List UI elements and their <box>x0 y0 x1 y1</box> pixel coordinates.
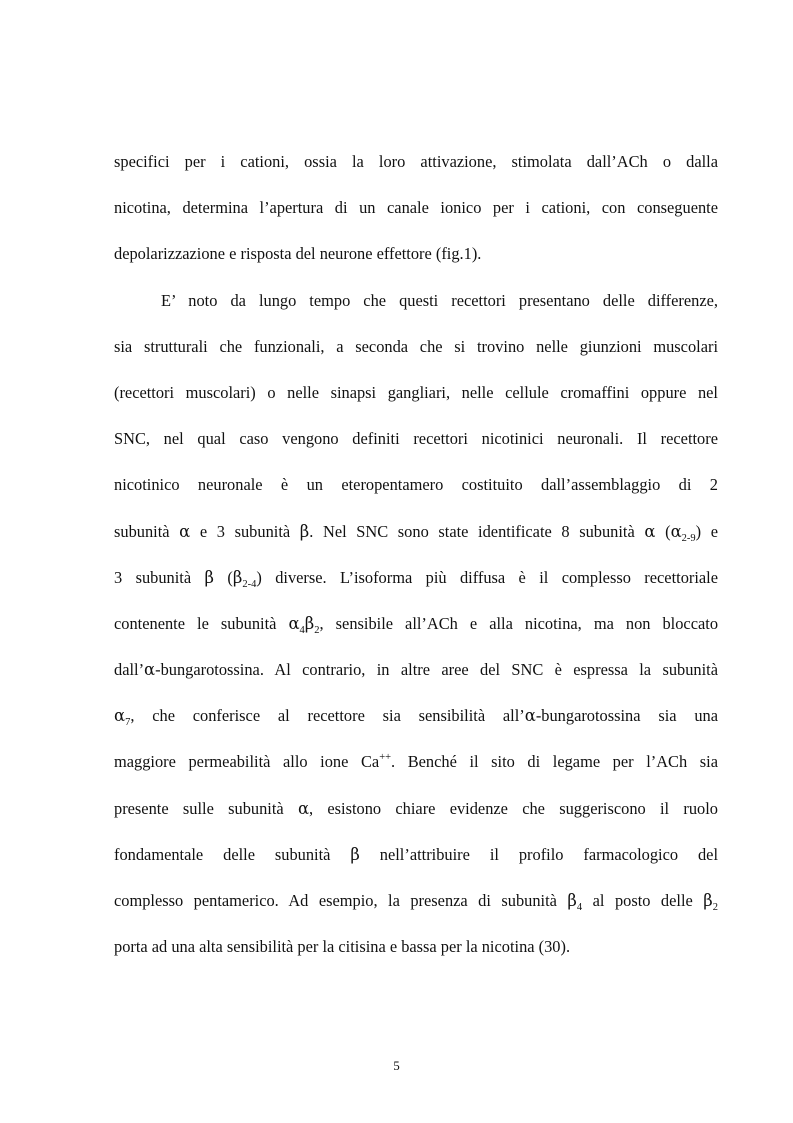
subscript: 2 <box>314 624 320 636</box>
text-line <box>114 238 718 284</box>
greek-beta: β <box>350 844 360 864</box>
text-run: subunità <box>114 521 180 541</box>
line-text: porta ad una alta sensibilità per la citisina e bassa per la nicotina (30). <box>114 937 571 957</box>
text-run: -bungarotossina sia una <box>535 706 718 726</box>
text-run: dall’ <box>114 660 145 680</box>
text-run: , sensibile all’ACh e alla nicotina, ma non bloccato <box>319 613 719 633</box>
text-line <box>114 331 718 377</box>
text-run: . Benché il sito di legame per l’ACh sia <box>391 752 718 772</box>
greek-beta: β <box>204 567 214 587</box>
greek-beta: β <box>232 567 243 587</box>
greek-alpha: α <box>297 798 310 818</box>
subscript: 4 <box>576 902 583 913</box>
text-run: maggiore permeabilità allo ione Ca <box>114 752 380 772</box>
subscript: 2-9 <box>681 532 696 544</box>
line-text: sia strutturali che funzionali, a seconda che si trovino nelle giunzioni muscolari <box>114 336 718 356</box>
greek-alpha: α <box>114 706 126 726</box>
text-run: e 3 subunità <box>190 521 300 541</box>
text-line <box>114 146 718 192</box>
text-run: fondamentale delle subunità <box>114 844 351 864</box>
text-line-indented <box>114 285 718 331</box>
line-text: specifici per i cationi, ossia la loro attivazione, stimolata dall’ACh o dalla <box>114 152 718 171</box>
text-line <box>114 839 718 885</box>
text-line <box>114 608 718 654</box>
subscript: 7 <box>125 717 131 729</box>
text-run: ( <box>655 521 671 541</box>
text-line <box>114 746 718 792</box>
text-run: , che conferisce al recettore sia sensibilità all’ <box>130 706 525 726</box>
page-number: 5 <box>393 1058 400 1073</box>
greek-alpha: α <box>144 660 156 680</box>
greek-alpha: α <box>644 521 656 541</box>
text-run: . Nel SNC sono state identificate 8 subunità <box>309 521 645 541</box>
greek-beta: β <box>304 613 315 633</box>
line-text: depolarizzazione e risposta del neurone effettore (fig.1). <box>114 244 482 264</box>
text-line <box>114 516 718 562</box>
text-line <box>114 192 718 238</box>
text-run: contenente le subunità <box>114 613 289 633</box>
text-line <box>114 377 718 423</box>
line-text: SNC, nel qual caso vengono definiti recettori nicotinici neuronali. Il recettore <box>114 429 718 449</box>
greek-alpha: α <box>179 521 191 541</box>
text-line <box>114 423 718 469</box>
text-line <box>114 562 718 608</box>
subscript: 4 <box>299 624 305 636</box>
text-run: -bungarotossina. Al contrario, in altre aree del SNC è espressa la subunità <box>155 660 718 680</box>
text-line <box>114 700 718 746</box>
subscript: 2-4 <box>242 578 257 590</box>
text-run: complesso pentamerico. Ad esempio, la presenza di subunità <box>114 891 568 910</box>
line-text: nicotina, determina l’apertura di un canale ionico per i cationi, con conseguente <box>114 198 718 218</box>
text-run: ) diverse. L’isoforma più diffusa è il complesso recettoriale <box>256 567 719 587</box>
text-run: , esistono chiare evidenze che suggeriscono il ruolo <box>309 798 718 818</box>
text-line <box>114 931 718 977</box>
text-run: ) e <box>695 521 719 541</box>
text-run: 3 subunità <box>114 567 205 587</box>
body-paragraph <box>114 146 718 977</box>
greek-beta: β <box>567 891 577 910</box>
greek-alpha: α <box>524 706 536 726</box>
superscript: ++ <box>379 752 392 764</box>
line-text: (recettori muscolari) o nelle sinapsi gangliari, nelle cellule cromaffini oppure nel <box>114 382 718 402</box>
text-line <box>114 654 718 700</box>
greek-beta: β <box>299 521 310 541</box>
text-line <box>114 885 718 931</box>
text-run: nell’attribuire il profilo farmacologico del <box>359 844 718 864</box>
line-text: E’ noto da lungo tempo che questi recettori presentano delle differenze, <box>161 290 718 310</box>
text-line <box>114 793 718 839</box>
greek-alpha: α <box>288 613 300 633</box>
line-text: nicotinico neuronale è un eteropentamero costituito dall’assemblaggio di 2 <box>114 475 718 495</box>
greek-beta: β <box>703 891 713 910</box>
text-run: al posto delle <box>582 891 704 910</box>
subscript: 2 <box>712 902 719 913</box>
text-run: presente sulle subunità <box>114 798 298 818</box>
text-run: ( <box>214 567 233 587</box>
greek-alpha: α <box>670 521 682 541</box>
text-line <box>114 469 718 515</box>
